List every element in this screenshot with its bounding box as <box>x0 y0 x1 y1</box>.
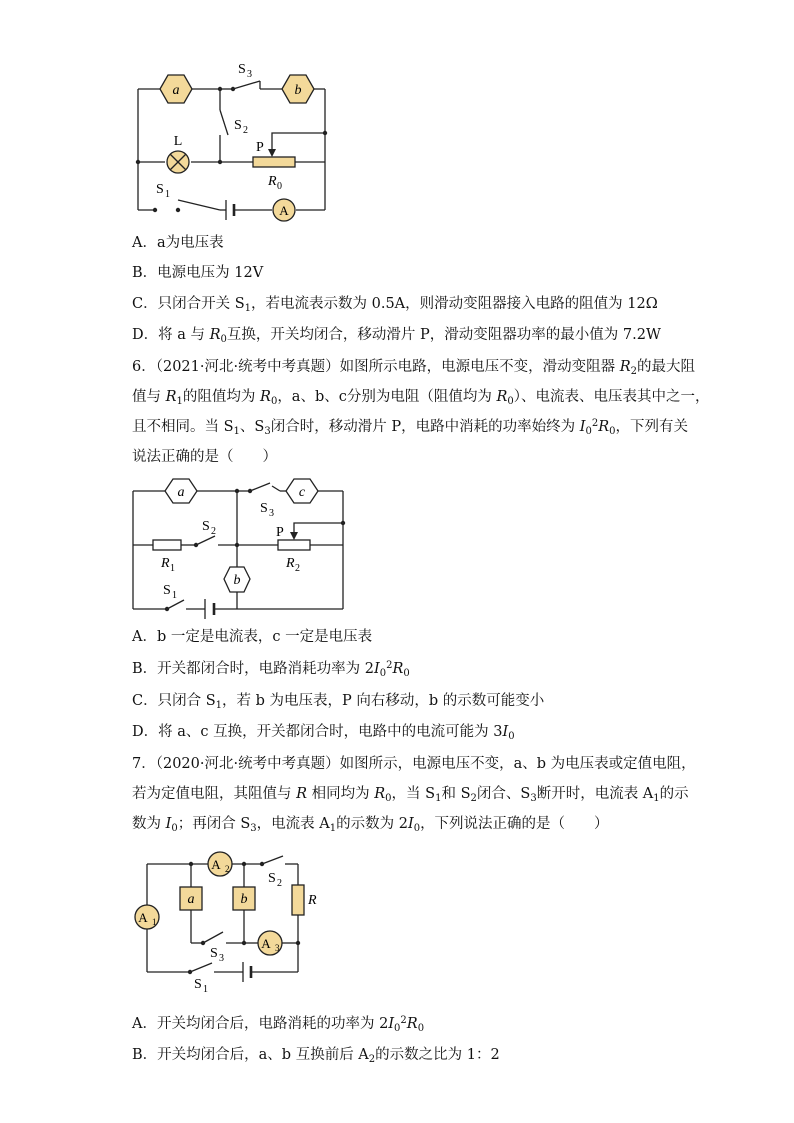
q7-circuit-diagram <box>130 845 320 995</box>
q7-element-a-icon <box>180 887 202 910</box>
q5-option-c: C．只闭合开关 $S_1$，若电流表示数为 0.5A，则滑动变阻器接入电路的阻值为 12Ω <box>132 296 658 314</box>
svg-text:S: S <box>156 182 164 197</box>
q6-option-c: C．只闭合 $S_1$，若 b 为电压表，P 向右移动，b 的示数可能变小 <box>132 693 545 711</box>
q5-battery-icon <box>226 200 234 220</box>
svg-text:P: P <box>256 140 264 155</box>
svg-text:S: S <box>234 118 242 133</box>
q6-meter-c-icon <box>286 479 318 503</box>
svg-text:b: b <box>294 83 302 98</box>
q5-switch-s1-label <box>156 182 170 200</box>
svg-text:S: S <box>260 501 268 516</box>
svg-text:S: S <box>268 871 276 886</box>
svg-text:1: 1 <box>203 984 208 995</box>
q5-switch-s3-label <box>238 62 252 80</box>
svg-text:A: A <box>261 936 271 951</box>
svg-text:0: 0 <box>277 181 282 192</box>
q6-option-a: A．b 一定是电流表，c 一定是电压表 <box>132 629 373 645</box>
q7-ammeter-a3-icon <box>258 931 282 955</box>
svg-text:3: 3 <box>219 953 224 964</box>
svg-text:a: a <box>177 485 185 500</box>
svg-text:A: A <box>138 910 148 925</box>
svg-text:S: S <box>210 946 218 961</box>
q5-option-a: A．a为电压表 <box>132 235 224 251</box>
q6-battery-icon <box>205 599 214 619</box>
q5-option-b: B．电源电压为 12V <box>132 265 264 281</box>
svg-text:L: L <box>173 134 183 149</box>
q7-ammeter-a2-icon <box>208 852 232 876</box>
q6-switch-s3-label <box>260 501 274 519</box>
svg-text:A: A <box>279 203 289 218</box>
svg-text:c: c <box>298 485 306 500</box>
svg-text:1: 1 <box>152 917 157 927</box>
q7-stem: 7．（2020·河北·统考中考真题）如图所示，电源电压不变，a、b 为电压表或定值电阻， 若为定值电阻，其阻值与 R 相同均为 $R_0$，当 $S_1$和 $S_2$闭合、$S_3$断开时，电流表 $A_1$的示 数为 $I_0$；再闭合 $S_3$，电流表 $A_1$的示数为 $2I_0$，下列说法正确的是（ ） <box>132 756 696 834</box>
svg-text:2: 2 <box>295 563 300 574</box>
q5-ammeter-icon <box>273 199 295 221</box>
q7-switch-s1-label <box>194 977 208 995</box>
q6-circuit-diagram <box>120 472 360 622</box>
svg-text:S: S <box>163 583 171 598</box>
q5-switch-s2-label <box>234 118 248 136</box>
q5-option-d: D．将 a 与 $R_0$互换，开关均闭合，移动滑片 P，滑动变阻器功率的最小值为 7.2W <box>132 327 661 345</box>
svg-text:P: P <box>276 525 284 540</box>
q6-option-b: B．开关都闭合时，电路消耗功率为 $2I_0^2R_0$ <box>132 660 410 679</box>
svg-text:R: R <box>268 174 277 189</box>
svg-text:S: S <box>194 977 202 992</box>
svg-text:3: 3 <box>269 508 274 519</box>
svg-text:R: R <box>308 893 317 908</box>
svg-text:2: 2 <box>243 125 248 136</box>
q7-element-b-icon <box>233 887 255 910</box>
q7-option-b: B．开关均闭合后，a、b 互换前后 $A_2$的示数之比为 1：2 <box>132 1047 500 1065</box>
svg-text:A: A <box>211 857 221 872</box>
q5-circuit-diagram <box>120 55 350 225</box>
q5-lamp-icon <box>167 134 189 173</box>
q7-ammeter-a1-icon <box>135 905 159 929</box>
svg-text:3: 3 <box>247 69 252 80</box>
svg-text:R: R <box>161 556 170 571</box>
svg-text:1: 1 <box>170 563 175 574</box>
q6-meter-b-icon <box>224 567 250 592</box>
svg-text:2: 2 <box>277 878 282 889</box>
q5-meter-a-icon <box>160 75 192 103</box>
q7-option-a: A．开关均闭合后，电路消耗的功率为 $2I_0^2R_0$ <box>132 1015 425 1034</box>
q7-switch-s3-label <box>210 946 224 964</box>
q5-meter-b-icon <box>282 75 314 103</box>
svg-text:b: b <box>233 573 241 588</box>
q6-switch-s1-label <box>163 583 177 601</box>
svg-text:a: a <box>187 892 195 907</box>
svg-text:R: R <box>286 556 295 571</box>
svg-text:S: S <box>202 519 210 534</box>
svg-text:2: 2 <box>225 864 230 874</box>
svg-text:a: a <box>172 83 180 98</box>
q6-stem: 6．（2021·河北·统考中考真题）如图所示电路，电源电压不变，滑动变阻器 $R_2$的最大阻 值与 $R_1$的阻值均为 $R_0$，a、b、c分别为电阻（阻值均为 $R_0$）、电流表、电压表其中之一， 且不相同。当 $S_1$、$S_3$闭合时，移动滑片 P，电路中消耗的功率始终为 $I_0^2R_0$，下列有关 说法正确的是（ ） <box>132 359 710 465</box>
svg-text:1: 1 <box>165 189 170 200</box>
svg-text:2: 2 <box>211 526 216 537</box>
q7-switch-s2-label <box>268 871 282 889</box>
q7-battery-icon <box>243 962 251 982</box>
svg-text:3: 3 <box>275 943 280 953</box>
q6-option-d: D．将 a、c 互换，开关都闭合时，电路中的电流可能为 $3I_0$ <box>132 724 515 742</box>
svg-text:S: S <box>238 62 246 77</box>
q6-meter-a-icon <box>165 479 197 503</box>
svg-text:b: b <box>240 892 248 907</box>
q6-resistor-r1-icon <box>153 540 181 574</box>
q7-resistor-r-icon <box>292 885 317 915</box>
q6-switch-s2-label <box>202 519 216 537</box>
q5-rheostat-icon <box>253 140 295 192</box>
svg-text:1: 1 <box>172 590 177 601</box>
